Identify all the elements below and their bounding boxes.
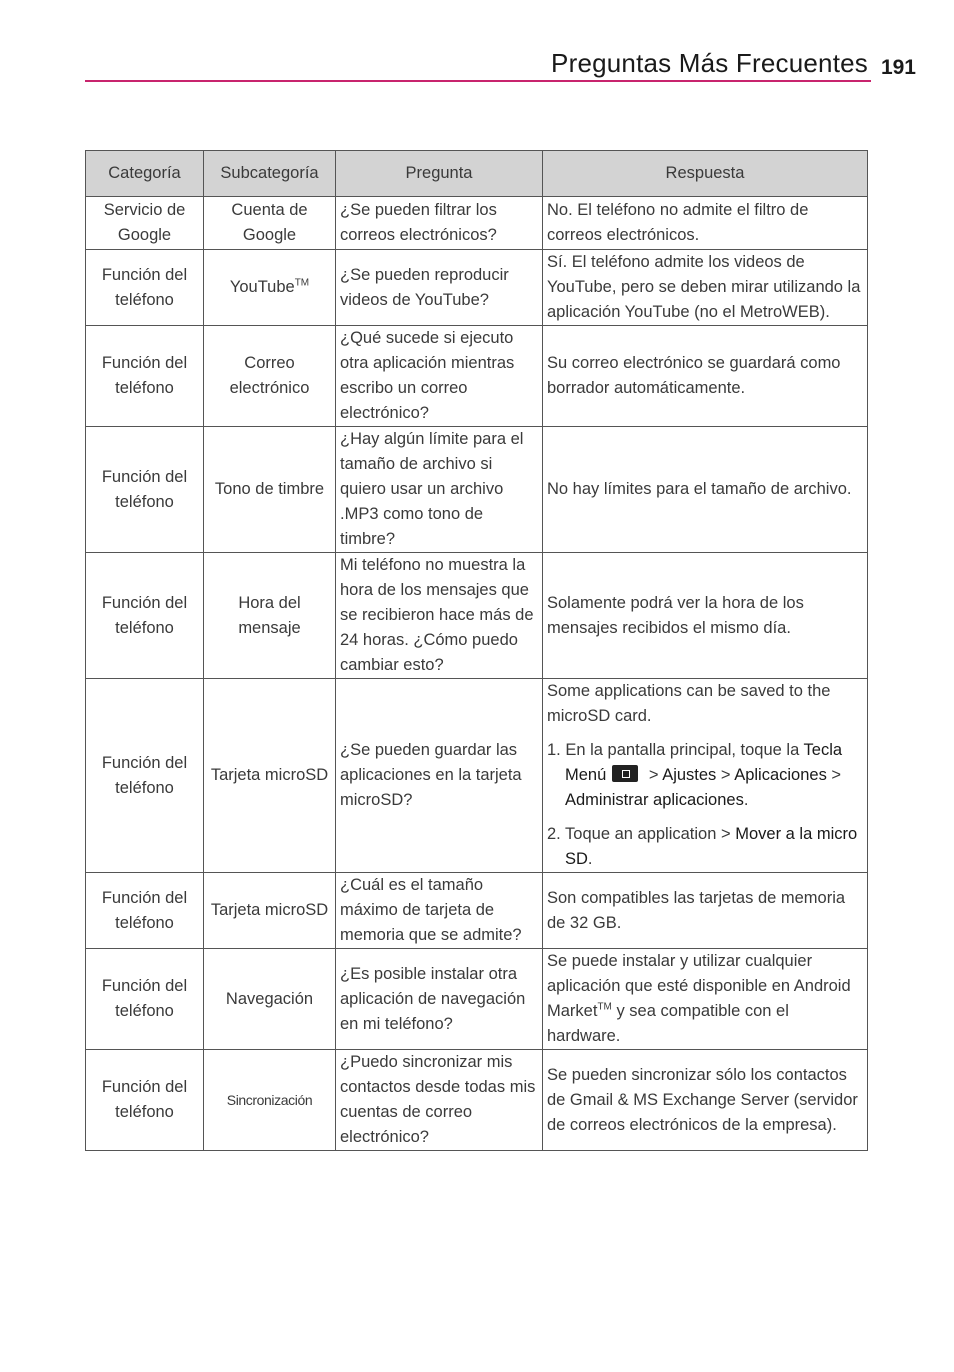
cell-subcategory: Tono de timbre xyxy=(204,427,336,553)
faq-table xyxy=(85,150,868,1151)
cell-category: Función del teléfono xyxy=(86,326,204,427)
cell-question: ¿Se pueden guardar las aplicaciones en la tarjeta microSD? xyxy=(336,679,543,873)
trademark-mark: TM xyxy=(294,277,310,289)
step-1-sep-1: > xyxy=(644,766,663,784)
step-1-sep-2: > xyxy=(716,766,735,784)
cell-subcategory xyxy=(204,250,336,326)
cell-category: Servicio de Google xyxy=(86,197,204,250)
table-row xyxy=(86,873,868,949)
table-header-row xyxy=(86,151,868,197)
step-1-item-1: Ajustes xyxy=(662,766,717,784)
page-header xyxy=(85,44,920,84)
menu-key-label: Tecla Menú xyxy=(565,741,843,784)
column-header-answer: Respuesta xyxy=(543,151,868,197)
answer-step-2 xyxy=(547,822,863,872)
cell-answer: Se pueden sincronizar sólo los contactos de Gmail & MS Exchange Server (servidor de correos electrónicos de la empresa). xyxy=(543,1050,868,1151)
subcategory-label: YouTube xyxy=(229,278,295,296)
answer-text-a: Se puede instalar y utilizar cualquier aplicación que esté disponible en Android Market xyxy=(547,952,851,1020)
cell-answer: No hay límites para el tamaño de archivo. xyxy=(543,427,868,553)
table-row xyxy=(86,326,868,427)
cell-category: Función del teléfono xyxy=(86,553,204,679)
cell-category: Función del teléfono xyxy=(86,949,204,1050)
cell-answer: Su correo electrónico se guardará como borrador automáticamente. xyxy=(543,326,868,427)
cell-answer: Solamente podrá ver la hora de los mensajes recibidos el mismo día. xyxy=(543,553,868,679)
page-title: Preguntas Más Frecuentes xyxy=(551,48,868,78)
cell-question: ¿Qué sucede si ejecuto otra aplicación mientras escribo un correo electrónico? xyxy=(336,326,543,427)
answer-step-1 xyxy=(547,738,863,813)
table-row xyxy=(86,427,868,553)
answer-intro: Some applications can be saved to the microSD card. xyxy=(547,682,831,725)
step-2-item: Mover a la micro SD xyxy=(565,825,858,868)
cell-question: ¿Se pueden filtrar los correos electrónicos? xyxy=(336,197,543,250)
table-row xyxy=(86,679,868,873)
column-header-subcategory: Subcategoría xyxy=(204,151,336,197)
table-row xyxy=(86,949,868,1050)
column-header-question: Pregunta xyxy=(336,151,543,197)
cell-answer: No. El teléfono no admite el filtro de correos electrónicos. xyxy=(543,197,868,250)
table-row xyxy=(86,553,868,679)
cell-category: Función del teléfono xyxy=(86,427,204,553)
cell-category: Función del teléfono xyxy=(86,1050,204,1151)
cell-answer: Sí. El teléfono admite los videos de YouTube, pero se deben mirar utilizando la aplicación YouTube (no el MetroWEB). xyxy=(543,250,868,326)
cell-subcategory: Sincronización xyxy=(204,1050,336,1151)
cell-subcategory: Hora del mensaje xyxy=(204,553,336,679)
cell-subcategory: Navegación xyxy=(204,949,336,1050)
step-2-end: . xyxy=(587,850,593,868)
step-1-prefix: 1. En la pantalla principal, toque la xyxy=(547,741,804,759)
table-row xyxy=(86,197,868,250)
cell-question: ¿Es posible instalar otra aplicación de navegación en mi teléfono? xyxy=(336,949,543,1050)
step-2-prefix: 2. Toque an application > xyxy=(547,825,736,843)
answer-text-b: y sea compatible con el hardware. xyxy=(547,1002,789,1045)
cell-answer xyxy=(543,679,868,873)
cell-question: ¿Puedo sincronizar mis contactos desde todas mis cuentas de correo electrónico? xyxy=(336,1050,543,1151)
step-1-item-3: Administrar aplicaciones xyxy=(565,791,744,809)
step-1-sep-3: > xyxy=(826,766,842,784)
cell-subcategory: Cuenta de Google xyxy=(204,197,336,250)
cell-answer xyxy=(543,949,868,1050)
cell-question: ¿Cuál es el tamaño máximo de tarjeta de memoria que se admite? xyxy=(336,873,543,949)
cell-question: ¿Hay algún límite para el tamaño de archivo si quiero usar un archivo .MP3 como tono de timbre? xyxy=(336,427,543,553)
cell-subcategory: Correo electrónico xyxy=(204,326,336,427)
cell-question: ¿Se pueden reproducir videos de YouTube? xyxy=(336,250,543,326)
header-rule xyxy=(85,80,871,82)
cell-category: Función del teléfono xyxy=(86,679,204,873)
cell-answer: Son compatibles las tarjetas de memoria de 32 GB. xyxy=(543,873,868,949)
cell-category: Función del teléfono xyxy=(86,250,204,326)
trademark-mark: TM xyxy=(597,1001,612,1013)
page-number: 191 xyxy=(880,56,916,79)
cell-category: Función del teléfono xyxy=(86,873,204,949)
table-row xyxy=(86,1050,868,1151)
table-row xyxy=(86,250,868,326)
menu-key-icon xyxy=(612,765,638,782)
cell-subcategory: Tarjeta microSD xyxy=(204,873,336,949)
cell-subcategory: Tarjeta microSD xyxy=(204,679,336,873)
column-header-category: Categoría xyxy=(86,151,204,197)
cell-question: Mi teléfono no muestra la hora de los mensajes que se recibieron hace más de 24 horas. ¿Cómo puedo cambiar esto? xyxy=(336,553,543,679)
step-1-end: . xyxy=(743,791,749,809)
step-1-item-2: Aplicaciones xyxy=(734,766,827,784)
